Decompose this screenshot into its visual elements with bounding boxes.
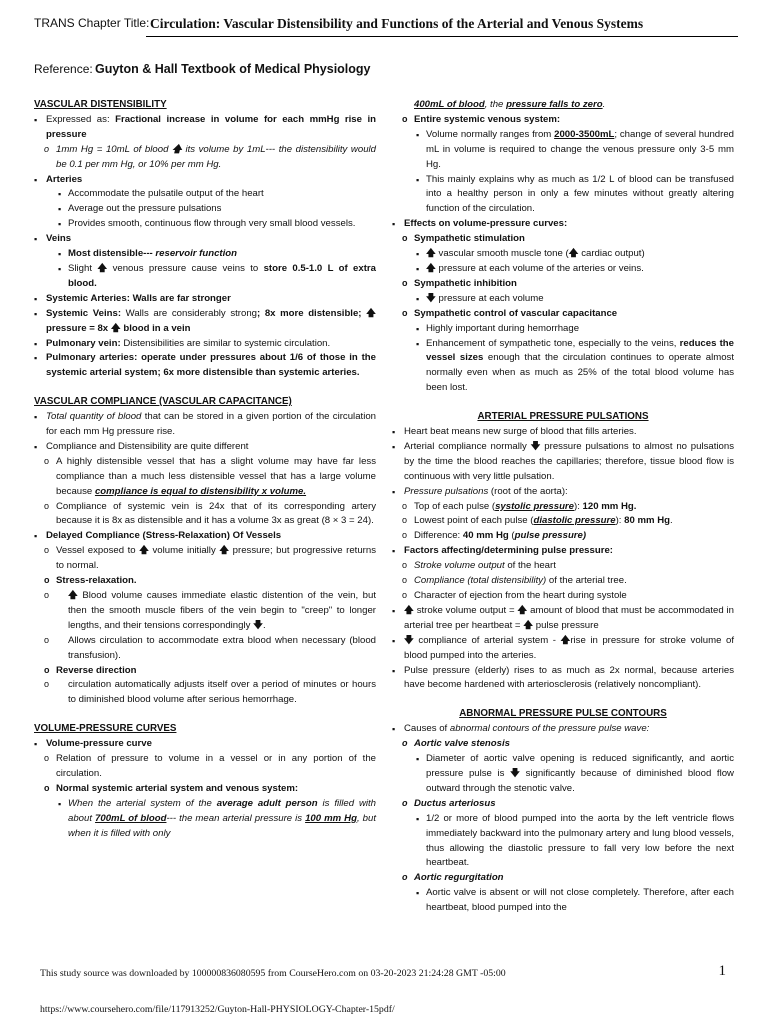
- up-arrow-icon: 🡅: [219, 545, 230, 557]
- list-item: ▪ Heart beat means new surge of blood that fills arteries.: [392, 425, 734, 440]
- download-source-note: This study source was downloaded by 100000836080595 from CourseHero.com on 03-20-2023 21:24:28 GMT -05:00: [40, 968, 506, 979]
- page-number: 1: [718, 963, 726, 979]
- list-item: ▪ Provides smooth, continuous flow through very small blood vessels.: [34, 217, 376, 232]
- section-title-volume-pressure-curves: VOLUME-PRESSURE CURVES: [34, 723, 177, 735]
- down-arrow-icon: 🡇: [404, 634, 414, 646]
- header-divider: [146, 36, 738, 37]
- list-item: ▪ Systemic Arteries: Walls are far stronger: [34, 292, 376, 307]
- list-item: o Lowest point of each pulse (diastolic pressure): 80 mm Hg.: [392, 514, 734, 529]
- list-item: ▪ Expressed as: Fractional increase in volume for each mmHg rise in pressure: [34, 113, 376, 143]
- list-item: ▪ When the arterial system of the average adult person is filled with about 700mL of blood--- the mean arterial pressure is 100 mm Hg, but when it is filled with only: [34, 797, 376, 842]
- compliance-list: [34, 410, 376, 708]
- up-arrow-icon: 🡅: [517, 604, 528, 616]
- list-item: o Sympathetic inhibition: [392, 277, 734, 292]
- list-item: ▪ Systemic Veins: Walls are considerably strong; 8x more distensible; 🡅 pressure = 8x 🡅 blood in a vein: [34, 307, 376, 337]
- volume-pressure-list: [34, 737, 376, 841]
- list-item: ▪ Delayed Compliance (Stress-Relaxation) Of Vessels: [34, 529, 376, 544]
- list-item: o Allows circulation to accommodate extra blood when necessary (blood transfusion).: [34, 634, 376, 664]
- list-item: ▪ Highly important during hemorrhage: [392, 322, 734, 337]
- list-item: o Character of ejection from the heart during systole: [392, 589, 734, 604]
- list-item: o Aortic valve stenosis: [392, 737, 734, 752]
- list-item: ▪ Causes of abnormal contours of the pressure pulse wave:: [392, 722, 734, 737]
- pulsations-list: [392, 425, 734, 693]
- up-arrow-icon: 🡅: [568, 248, 579, 260]
- up-arrow-icon: 🡅: [68, 590, 78, 601]
- list-item: ▪ Pulse pressure (elderly) rises to as much as 2x normal, because arteries have become hardened with arteriosclerosis (relatively noncompliant).: [392, 664, 734, 694]
- distensibility-list: [34, 113, 376, 381]
- list-item: ▪ 🡇 compliance of arterial system - 🡅rise in pressure for stroke volume of blood pumped into the arteries.: [392, 634, 734, 664]
- list-item: ▪ Veins: [34, 232, 376, 247]
- list-item: ▪ Pulmonary vein: Distensibilities are similar to systemic circulation.: [34, 337, 376, 352]
- down-arrow-icon: 🡇: [530, 440, 541, 452]
- list-item: ▪ Volume-pressure curve: [34, 737, 376, 752]
- list-item: ▪ Aortic valve is absent or will not close completely. Therefore, after each heartbeat, blood pumped into the: [392, 886, 734, 916]
- list-item: ▪ Total quantity of blood that can be stored in a given portion of the circulation for each mm Hg pressure rise.: [34, 410, 376, 440]
- list-item: o Top of each pulse (systolic pressure): 120 mm Hg.: [392, 500, 734, 515]
- list-item: 400mL of blood, the pressure falls to zero.: [414, 99, 606, 110]
- venous-list: [392, 98, 734, 396]
- up-arrow-icon: 🡅: [404, 604, 414, 616]
- down-arrow-icon: 🡇: [510, 767, 520, 779]
- list-item: o Stroke volume output of the heart: [392, 559, 734, 574]
- list-item: o 1mm Hg = 10mL of blood 🡅 its volume by 1mL--- the distensibility would be 0.1 per mm Hg, or 10% per mm Hg.: [34, 143, 376, 173]
- up-arrow-icon: 🡅: [426, 262, 436, 274]
- reference-value: Guyton & Hall Textbook of Medical Physiology: [95, 62, 371, 76]
- list-item: o 🡅 Blood volume causes immediate elastic distention of the vein, but then the smooth muscle fibers of the vein begin to "creep" to longer lengths, and their tensions correspondingly 🡇.: [34, 589, 376, 634]
- list-item: ▪ Effects on volume-pressure curves:: [392, 217, 734, 232]
- list-item: ▪ 🡅 vascular smooth muscle tone (🡅 cardiac output): [392, 247, 734, 262]
- chapter-title-bold: Circulation: [150, 16, 216, 31]
- list-item: ▪ Arteries: [34, 173, 376, 188]
- list-item: o Relation of pressure to volume in a vessel or in any portion of the circulation.: [34, 752, 376, 782]
- list-item: ▪ Compliance and Distensibility are quite different: [34, 440, 376, 455]
- list-item: ▪ Slight 🡅 venous pressure cause veins to store 0.5-1.0 L of extra blood.: [34, 262, 376, 292]
- down-arrow-icon: 🡇: [253, 619, 263, 631]
- chapter-title-row: [34, 16, 738, 54]
- list-item: ▪ 🡇 pressure at each volume: [392, 292, 734, 307]
- list-item: ▪ Pressure pulsations (root of the aorta):: [392, 485, 734, 500]
- up-arrow-icon: 🡅: [426, 248, 436, 260]
- list-item: o Compliance (total distensibility) of the arterial tree.: [392, 574, 734, 589]
- list-item: o Stress-relaxation.: [34, 574, 376, 589]
- source-url-link[interactable]: https://www.coursehero.com/file/117913252/Guyton-Hall-PHYSIOLOGY-Chapter-15pdf/: [40, 1004, 395, 1015]
- list-item: o Difference: 40 mm Hg (pulse pressure): [392, 529, 734, 544]
- up-arrow-icon: 🡅: [110, 322, 121, 334]
- list-item: o Entire systemic venous system:: [392, 113, 734, 128]
- down-arrow-icon: 🡇: [426, 292, 436, 304]
- list-item: ▪ Most distensible--- reservoir function: [34, 247, 376, 262]
- list-item: ▪ 1/2 or more of blood pumped into the aorta by the left ventricle flows immediately backward into the pulmonary artery and lung blood vessels, thus allowing the diastolic pressure to fall very low before the next heartbeat.: [392, 812, 734, 872]
- trans-chapter-title-label: TRANS Chapter Title:: [34, 16, 150, 30]
- list-item: o Sympathetic stimulation: [392, 232, 734, 247]
- list-item: ▪ Diameter of aortic valve opening is reduced significantly, and aortic pressure pulse is 🡇 significantly because of diminished blood flow outward through the stenotic valve.: [392, 752, 734, 797]
- left-column: [34, 98, 376, 842]
- list-item: o Sympathetic control of vascular capacitance: [392, 307, 734, 322]
- list-item: o circulation automatically adjusts itself over a period of minutes or hours to diminished blood volume after serious hemorrhage.: [34, 678, 376, 708]
- list-item: ▪ 🡅 pressure at each volume of the arteries or veins.: [392, 262, 734, 277]
- list-item: o Normal systemic arterial system and venous system:: [34, 782, 376, 797]
- list-item: ▪ Accommodate the pulsatile output of the heart: [34, 187, 376, 202]
- up-arrow-icon: 🡅: [139, 545, 149, 557]
- list-item: o Compliance of systemic vein is 24x that of its corresponding artery because it is 8x as distensible and it has a volume 3x as great (8 × 3 = 24).: [34, 500, 376, 530]
- reference-label: Reference:: [34, 62, 93, 76]
- chapter-title-rest: : Vascular Distensibility and Functions of the Arterial and Venous Systems: [215, 16, 644, 31]
- list-item: ▪ This mainly explains why as much as 1/2 L of blood can be transfused into a healthy person in only a few minutes without greatly altering function of the circulation.: [392, 173, 734, 218]
- up-arrow-icon: 🡅: [172, 143, 182, 155]
- up-arrow-icon: 🡅: [366, 307, 376, 319]
- section-title-abnormal-pulse-contours: ABNORMAL PRESSURE PULSE CONTOURS: [459, 708, 667, 720]
- list-item: ▪ Enhancement of sympathetic tone, especially to the veins, reduces the vessel sizes enough that the circulation continues to operate almost normally even when as much as 25% of the total blood volume has been lost.: [392, 337, 734, 397]
- list-item: o Vessel exposed to 🡅 volume initially 🡅 pressure; but progressive returns to normal.: [34, 544, 376, 574]
- up-arrow-icon: 🡅: [560, 634, 571, 646]
- list-item: ▪ Average out the pressure pulsations: [34, 202, 376, 217]
- list-item: ▪ Pulmonary arteries: operate under pressures about 1/6 of those in the systemic arterial system; 6x more distensible than systemic arteries.: [34, 351, 376, 381]
- list-item: o Ductus arteriosus: [392, 797, 734, 812]
- list-item: o Reverse direction: [34, 664, 376, 679]
- list-item: ▪ Arterial compliance normally 🡇 pressure pulsations to almost no pulsations by the time the blood reaches the capillaries; therefore, tissue blood flow is continuous with very little pulsation.: [392, 440, 734, 485]
- list-item: ▪ Factors affecting/determining pulse pressure:: [392, 544, 734, 559]
- list-item: ▪ 🡅 stroke volume output = 🡅 amount of blood that must be accommodated in arterial tree per heartbeat = 🡅 pulse pressure: [392, 604, 734, 634]
- list-item: ▪ Volume normally ranges from 2000-3500mL; change of several hundred mL in volume is required to change the venous pressure only 3-5 mm Hg.: [392, 128, 734, 173]
- up-arrow-icon: 🡅: [523, 619, 534, 631]
- up-arrow-icon: 🡅: [97, 262, 108, 274]
- abnormal-contours-list: [392, 722, 734, 916]
- chapter-title: [150, 16, 740, 32]
- section-title-vascular-compliance: VASCULAR COMPLIANCE (VASCULAR CAPACITANCE): [34, 396, 292, 408]
- list-item: o Aortic regurgitation: [392, 871, 734, 886]
- list-item: o A highly distensible vessel that has a slight volume may have far less compliance than a much less distensible vessel that has a large volume because compliance is equal to distensibility x volume.: [34, 455, 376, 500]
- section-title-vascular-distensibility: VASCULAR DISTENSIBILITY: [34, 99, 167, 110]
- right-column: [392, 98, 734, 916]
- section-title-arterial-pressure-pulsations: ARTERIAL PRESSURE PULSATIONS: [477, 411, 649, 423]
